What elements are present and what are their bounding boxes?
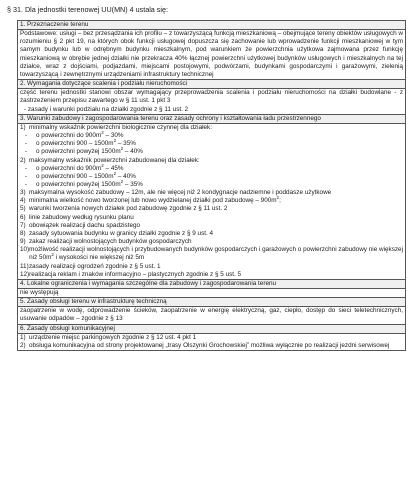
list-item: 3) maksymalna wysokość zabudowy – 12m, ale nie więcej niż 2 kondygnacje nadziemne i poddasze użytkowe [20,189,332,197]
section-5-title: 5. Zasady obsługi terenu w infrastrukturę techniczną [18,298,406,307]
list-item: 5) warunki tworzenia nowych działek pod zabudowę zgodnie z § 11 ust. 2 [20,205,228,213]
section-4-title: 4. Lokalne ograniczenia i wymagania szczególne dla zabudowy i zagospodarowania terenu [18,279,406,288]
list-item: 7) obowiązek realizacji dachu spadzistego [20,221,141,229]
item-text: maksymalny wskaźnik powierzchni zabudowanej dla działek: [29,156,200,164]
section-2-body [18,89,406,114]
sub-item: - o powierzchni $900 - 1500m^2 - 40\%$ [25,170,136,180]
list-item: 11) zasady realizacji ogrodzeń zgodnie z § 5 ust. 1 [20,262,161,270]
paragraph-heading: § 31. Dla jednostki terenowej UU(MN) 4 ustala się: [7,5,168,14]
section-6-body [18,333,406,350]
list-item: 2) obsługa komunikacyjna od strony projektowanej „trasy Olszynki Grochowskiej” możliwa wyłącznie po realizacji jezdni serwisowej [20,341,390,349]
sub-item: - o powierzchni powyżej $1500m^2 - 35\%$ [25,178,143,188]
section-2-line-1: część terenu jednostki stanowi obszar wymagający przeprowadzenia scalenia i podziału nieruchomości na działki budowlane - z zastrzeżeniem przepisu zawartego w § 11 ust. 1 pkt 3 [20,89,403,105]
section-6-title: 6. Zasady obsługi komunikacyjnej [18,324,406,333]
list-item [20,157,403,165]
section-3-title: 3. Warunki zabudowy i zagospodarowania terenu oraz zasady ochrony i kształtowania ładu przestrzennego [18,114,406,123]
section-1-body: Podstawowe: usługi – bez przesądzania ich profilu – z towarzyszącą funkcją mieszkaniową – obejmujące tereny obiektów usługowych w rozumieniu § 2 pkt 19, na których obok funkcji usługowej dopuszcza się zachowanie lub wprowadzenie funkcji mieszkaniowej w tym samym budynku lub w odrębnym budynku mieszkalnym, pod warunkiem że powierzchnia użytkowa zajmowana przez funkcję mieszkaniową w obrębie jednej działki nie przekracza 40% łącznej powierzchni użytkowej budynków usługowych i mieszkalnych na tej działce, wraz z dojściami, podjazdami, miejscami postojowymi, podwórzami, budynkami gospodarczymi i garażowymi, zielenią towarzyszącą i zewnętrznymi urządzeniami infrastruktury technicznej [18,30,406,80]
item-text: minimalny wskaźnik powierzchni biologicznie czynnej dla działek: [29,123,212,131]
section-1-title: 1. Przeznaczenie terenu [18,21,406,30]
sub-item: - o powierzchni $900 - 1500m^2 - 35\%$ [25,138,136,148]
sub-item: - o powierzchni do $900m^2 - 45\%$ [25,162,124,172]
list-item: 9) zakaz realizacji wolnostojących budynków gospodarczych [20,238,192,246]
section-3-body [18,123,406,279]
list-item: 4) minimalna wielkość nowo tworzonej lub nowo wydzielanej działki pod zabudowę – $900m^2$; [20,195,281,205]
list-item: 8) zasady sytuowania budynku w granicy działki zgodnie z § 9 ust. 4 [20,229,214,237]
list-item: 6) linie zabudowy według rysunku planu [20,213,134,221]
section-4-body: nie występują [18,289,406,298]
regulations-table [17,20,406,351]
item-number: 2) [20,156,26,164]
list-item [20,124,403,132]
item-number: 1) [20,123,26,131]
list-item: 10) możliwość realizacji wolnostojących i przybudowanych budynków gospodarczych i garażowych o powierzchni zabudowy nie większej niż $50m^2$ i wysokości nie większej niż 5m [20,246,403,262]
list-item: 12) realizacja reklam i znaków informacyjno – plastycznych zgodnie z § 5 ust. 5 [20,270,242,278]
section-2-line-2: - zasady i warunki podziału na działki zgodnie z § 11 ust. 2 [24,105,189,113]
section-2-title: 2. Wymagania dotyczące scalenia i podziału nieruchomości [18,80,406,89]
section-5-body: zaopatrzenie w wodę, odprowadzenie ścieków, zaopatrzenie w energię elektryczną, gaz, ciepło, dostęp do sieci teletechnicznych, usuwanie odpadów – zgodnie z § 13 [18,307,406,324]
sub-item: - o powierzchni powyżej $1500m^2 - 40\%$ [25,146,143,156]
sub-item: - o powierzchni do $900m^2 - 30\%$ [25,129,124,140]
list-item: 1) urządzenie miejsc parkingowych zgodnie z § 12 ust. 4 pkt 1 [20,333,197,341]
